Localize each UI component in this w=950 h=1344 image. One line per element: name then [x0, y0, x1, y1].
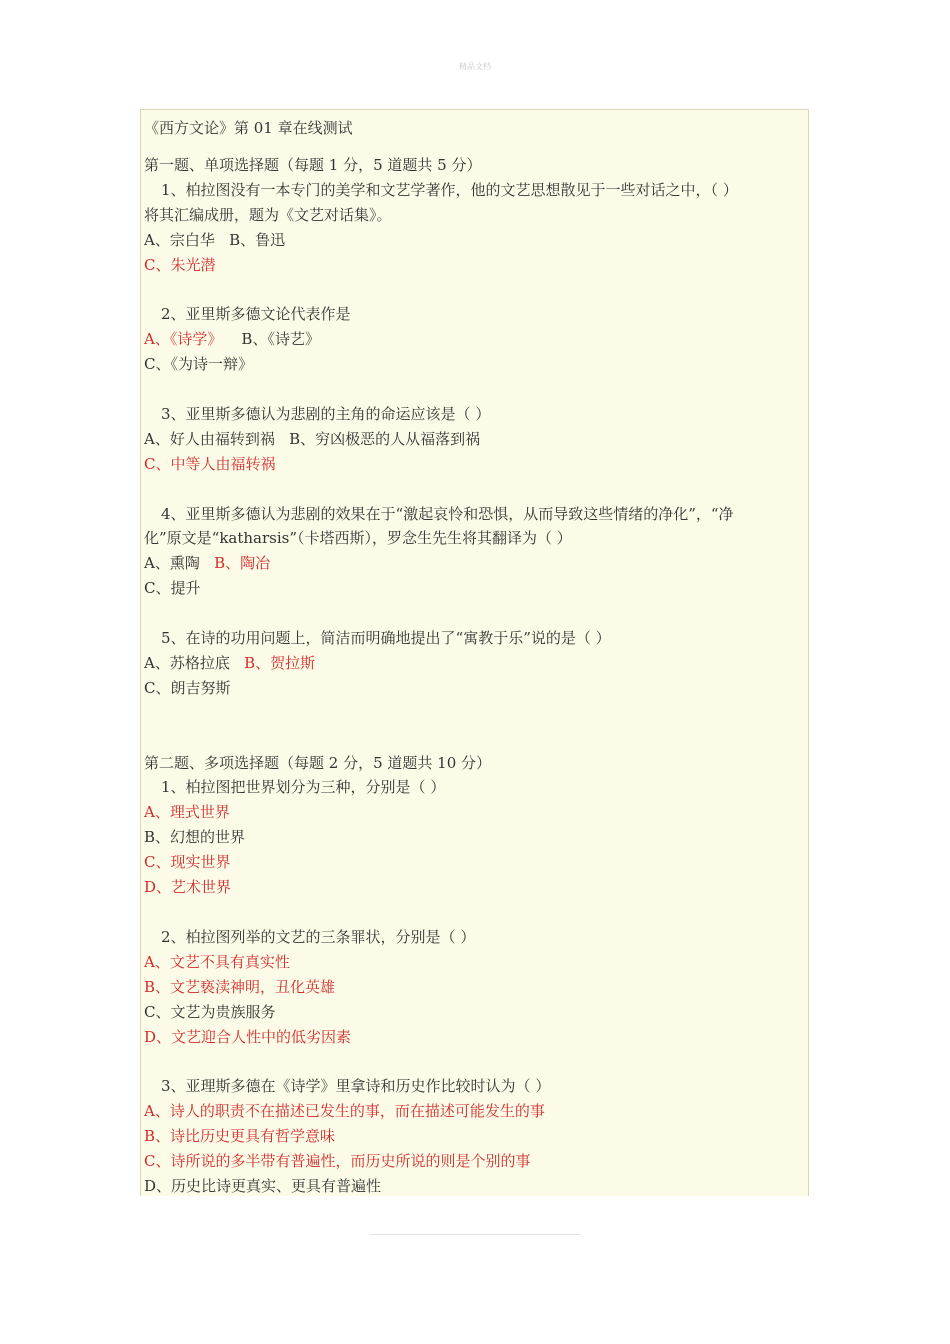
- s1-q5-option-a[interactable]: A、苏格拉底: [144, 653, 230, 672]
- footer-divider: [370, 1234, 580, 1235]
- watermark: 精品文档: [459, 62, 491, 71]
- s2-q3-option-d[interactable]: D、历史比诗更真实、更具有普遍性: [144, 1176, 382, 1195]
- s1-q3-option-b[interactable]: B、穷凶极恶的人从福落到祸: [289, 429, 481, 448]
- s1-q1-option-b[interactable]: B、鲁迅: [229, 230, 286, 249]
- spacer: [144, 377, 808, 402]
- s2-q3-stem: 3、亚理斯多德在《诗学》里拿诗和历史作比较时认为（ ）: [161, 1077, 551, 1096]
- spacer: [144, 1049, 808, 1074]
- s2-q2-option-c[interactable]: C、文艺为贵族服务: [144, 1002, 276, 1021]
- spacer: [144, 601, 808, 626]
- s2-q2-option-d[interactable]: D、文艺迎合人性中的低劣因素: [144, 1027, 352, 1046]
- s1-q2-option-c[interactable]: C、《为诗一辩》: [144, 355, 253, 374]
- s1-q5-stem: 5、在诗的功用问题上，简洁而明确地提出了“寓教于乐”说的是（ ）: [161, 629, 611, 648]
- spacer: [144, 900, 808, 925]
- s2-q2-option-b[interactable]: B、文艺亵渎神明，丑化英雄: [144, 977, 336, 996]
- s2-q1-option-b[interactable]: B、幻想的世界: [144, 828, 246, 847]
- s2-q1-stem: 1、柏拉图把世界划分为三种，分别是（ ）: [161, 778, 446, 797]
- quiz-content: [141, 110, 808, 1196]
- s2-q1-option-d[interactable]: D、艺术世界: [144, 878, 232, 897]
- s1-q3-option-c[interactable]: C、中等人由福转祸: [144, 454, 276, 473]
- spacer: [144, 477, 808, 502]
- s2-q3-option-b[interactable]: B、诗比历史更具有哲学意味: [144, 1127, 336, 1146]
- s1-q4-options-ab: [144, 551, 808, 576]
- s1-q3-options-ab: [144, 427, 808, 452]
- s1-q4-option-a[interactable]: A、熏陶: [144, 554, 200, 573]
- s1-q4-option-c[interactable]: C、提升: [144, 579, 201, 598]
- section2-heading: 第二题、多项选择题（每题 2 分，5 道题共 10 分）: [144, 753, 492, 772]
- s1-q1-option-c[interactable]: C、朱光潜: [144, 255, 216, 274]
- s2-q2-stem: 2、柏拉图列举的文艺的三条罪状，分别是（ ）: [161, 927, 476, 946]
- s2-q2-option-a[interactable]: A、文艺不具有真实性: [144, 952, 290, 971]
- s1-q1-stem-cont: 将其汇编成册，题为《文艺对话集》。: [144, 205, 392, 224]
- spacer: [144, 277, 808, 302]
- s1-q3-stem: 3、亚里斯多德认为悲剧的主角的命运应该是（ ）: [161, 404, 491, 423]
- s1-q5-options-ab: [144, 651, 808, 676]
- s1-q5-option-c[interactable]: C、朗吉努斯: [144, 678, 231, 697]
- s2-q1-option-c[interactable]: C、现实世界: [144, 853, 231, 872]
- s1-q2-option-a[interactable]: A、《诗学》: [144, 330, 223, 349]
- s2-q3-option-a[interactable]: A、诗人的职责不在描述已发生的事，而在描述可能发生的事: [144, 1102, 545, 1121]
- s2-q1-option-a[interactable]: A、理式世界: [144, 803, 230, 822]
- quiz-panel: [140, 109, 809, 1196]
- s1-q4-stem-cont: 化”原文是“katharsis”（卡塔西斯），罗念生先生将其翻译为（ ）: [144, 529, 572, 548]
- page-title: 《西方文论》第 01 章在线测试: [144, 119, 353, 137]
- s1-q2-options-ab: [144, 327, 808, 352]
- s1-q2-option-b[interactable]: B、《诗艺》: [241, 330, 320, 349]
- spacer: [144, 701, 808, 751]
- s1-q4-stem: 4、亚里斯多德认为悲剧的效果在于“激起哀怜和恐惧，从而导致这些情绪的净化”，“净: [161, 504, 734, 523]
- spacer: [144, 141, 808, 153]
- section1-heading: 第一题、单项选择题（每题 1 分，5 道题共 5 分）: [144, 155, 482, 174]
- s1-q1-options-ab: [144, 228, 808, 253]
- s1-q4-option-b[interactable]: B、陶冶: [214, 554, 271, 573]
- s1-q1-stem: 1、柏拉图没有一本专门的美学和文艺学著作，他的文艺思想散见于一些对话之中，（ ）: [161, 180, 738, 199]
- s1-q2-stem: 2、亚里斯多德文论代表作是: [161, 305, 351, 324]
- s1-q3-option-a[interactable]: A、好人由福转到祸: [144, 429, 275, 448]
- s1-q1-option-a[interactable]: A、宗白华: [144, 230, 215, 249]
- s1-q5-option-b[interactable]: B、贺拉斯: [244, 653, 316, 672]
- s2-q3-option-c[interactable]: C、诗所说的多半带有普遍性，而历史所说的则是个别的事: [144, 1152, 531, 1171]
